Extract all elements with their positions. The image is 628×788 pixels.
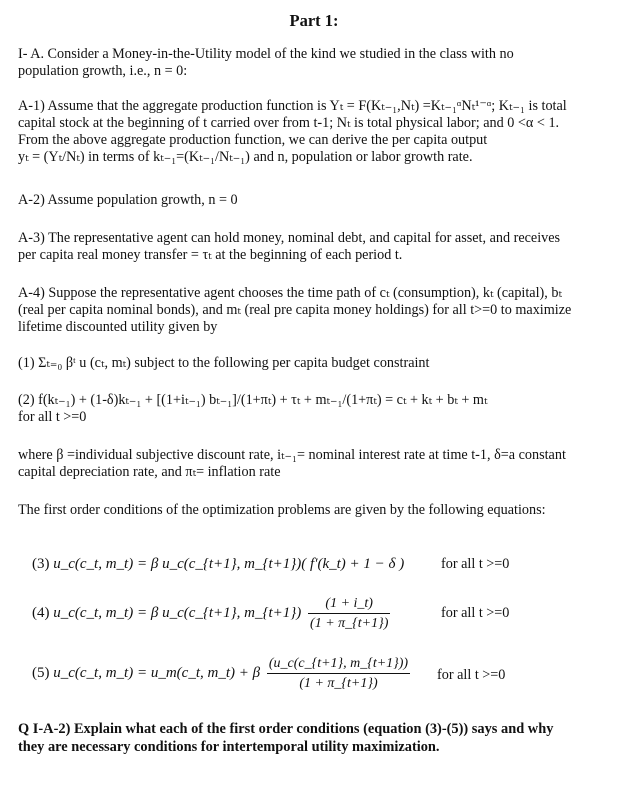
a3-paragraph [18,230,618,264]
a4-paragraph [18,285,618,336]
foc4-condition: for all t >=0 [441,605,510,621]
a4-line-3: lifetime discounted utility given by [18,319,218,335]
foc-equation-4 [32,595,393,632]
a2-line-1: A-2) Assume population growth, n = 0 [18,192,238,208]
a3-line-2: per capita real money transfer = τₜ at the beginning of each period t. [18,247,403,263]
foc5-lhs: u_c(c_t, m_t) = u_m(c_t, m_t) + β [53,664,261,681]
foc5-condition: for all t >=0 [437,667,506,683]
where-paragraph [18,447,618,481]
foc4-label: (4) [32,604,54,621]
a2-paragraph [18,192,618,209]
a4-line-2: (real per capita nominal bonds), and mₜ (real pre capita money holdings) for all t>=0 to maximize [18,302,572,318]
eq2-paragraph [18,392,618,426]
page-title: Part 1: [289,11,339,30]
foc4-lhs: u_c(c_t, m_t) = β u_c(c_{t+1}, m_{t+1}) [53,604,302,621]
intro-line-1: I- A. Consider a Money-in-the-Utility model of the kind we studied in the class with no [18,46,514,62]
foc3-rhs: ( f′(k_t) + 1 − δ ) [301,556,405,572]
where-line-2: capital depreciation rate, and πₜ= inflation rate [18,464,281,480]
intro-paragraph [18,46,618,80]
foc3-condition: for all t >=0 [441,556,510,572]
foc3-lhs: u_c(c_t, m_t) = β u_c(c_{t+1}, m_{t+1}) [53,556,302,572]
a1-paragraph [18,98,618,166]
foc-intro-line: The first order conditions of the optimization problems are given by the following equations: [18,502,546,518]
a1-line-1: A-1) Assume that the aggregate production function is Yₜ = F(Kₜ₋₁,Nₜ) =Kₜ₋₁ᵅNₜ¹⁻ᵅ; Kₜ₋₁ is total [18,98,567,114]
foc-intro [18,502,618,519]
eq2-line-2: for all t >=0 [18,409,87,425]
a1-line-4: yₜ = (Yₜ/Nₜ) in terms of kₜ₋₁=(Kₜ₋₁/Nₜ₋₁) and n, population or labor growth rate. [18,149,473,165]
foc5-label: (5) [32,664,54,681]
foc5-fraction [267,655,410,692]
where-line-1: where β =individual subjective discount rate, iₜ₋₁= nominal interest rate at time t-1, δ=a constant [18,447,566,463]
foc5-numerator: (u_c(c_{t+1}, m_{t+1})) [267,655,410,674]
a1-line-2: capital stock at the beginning of t carried over from t-1; Nₜ is total physical labor; and 0 <α < 1. [18,115,560,131]
eq2-line-1: (2) f(kₜ₋₁) + (1-δ)kₜ₋₁ + [(1+iₜ₋₁) bₜ₋₁]/(1+πₜ) + τₜ + mₜ₋₁/(1+πₜ) = cₜ + kₜ + bₜ + mₜ [18,392,488,408]
foc4-denominator: (1 + π_{t+1}) [310,616,389,631]
eq1-paragraph [18,355,618,372]
a3-line-1: A-3) The representative agent can hold money, nominal debt, and capital for asset, and receives [18,230,561,246]
a1-line-3: From the above aggregate production function, we can derive the per capita output [18,132,488,148]
foc-equation-5 [32,655,413,692]
eq1-line-1: (1) Σₜ₌₀ βᵗ u (cₜ, mₜ) subject to the following per capita budget constraint [18,355,430,371]
a4-line-1: A-4) Suppose the representative agent chooses the time path of cₜ (consumption), kₜ (capital), bₜ [18,285,562,301]
question-line-2: they are necessary conditions for intertemporal utility maximization. [18,739,440,755]
foc-equation-3 [32,556,404,573]
question-line-1: Q I-A-2) Explain what each of the first order conditions (equation (3)-(5)) says and why [18,721,554,737]
foc4-fraction [308,595,390,632]
question-block [18,720,618,756]
foc5-denominator: (1 + π_{t+1}) [299,676,378,691]
foc3-label: (3) [32,556,54,572]
intro-line-2: population growth, i.e., n = 0: [18,63,188,79]
foc4-numerator: (1 + i_t) [308,595,390,614]
